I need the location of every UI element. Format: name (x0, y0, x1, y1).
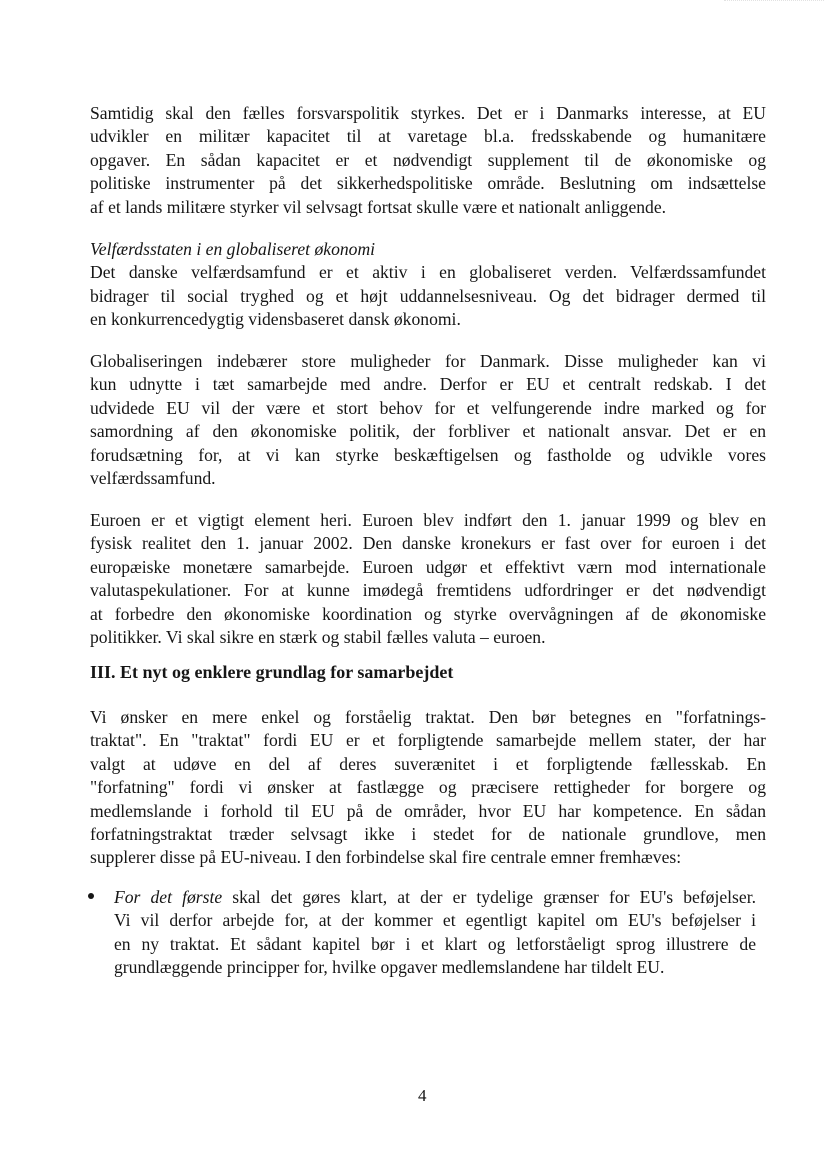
text-line: Euroen er et vigtigt element heri. Euroen blev indført den 1. januar 1999 og blev en (90, 510, 766, 530)
text-line: forudsætning for, at vi kan styrke beskæftigelsen og fastholde og udvikle vores (90, 444, 766, 465)
text-line: valutaspekulationer. For at kunne imødegå fremtidens udfordringer er det nødvendigt (90, 580, 766, 601)
text-line: grundlæggende principper for, hvilke opgaver medlemslandene har tildelt EU. (114, 957, 665, 978)
section-welfare-state (90, 238, 766, 332)
text-line: supplerer disse på EU-niveau. I den forbindelse skal fire centrale emner fremhæves: (90, 847, 682, 868)
text-line: Samtidig skal den fælles forsvarspolitik styrkes. Det er i Danmarks interesse, at EU (90, 103, 766, 123)
text-line: opgaver. En sådan kapacitet er et nødvendigt supplement til de økonomiske og (90, 149, 766, 170)
text-line: af et lands militære styrker vil selvsagt fortsat skulle være et nationalt anliggende. (90, 196, 667, 217)
text-line: europæiske monetære samarbejde. Euroen udgør et effektivt værn mod internationale (90, 556, 766, 577)
text-line: forfatningstraktat træder selvsagt ikke i stedet for de nationale grundlove, men (90, 824, 766, 845)
paragraph-defence-policy (90, 102, 766, 219)
text-line: Det danske velfærdsamfund er et aktiv i en globaliseret verden. Velfærdssamfundet (90, 262, 766, 283)
text-span: skal det gøres klart, at der er tydelige grænser for EU's beføjelser. (222, 887, 756, 907)
bullet-item-first (114, 886, 756, 980)
text-line: at forbedre den økonomiske koordination og styrke overvågningen af de økonomiske (90, 603, 766, 624)
bullet-icon (88, 893, 94, 899)
text-line: velfærdssamfund. (90, 468, 216, 489)
text-line: en konkurrencedygtig vidensbaseret dansk økonomi. (90, 309, 461, 330)
paragraph-globalisation (90, 350, 766, 490)
scan-artifact (724, 0, 824, 7)
paragraph-euro (90, 509, 766, 649)
text-line: "forfatning" fordi vi ønsker at fastlægge og præcisere rettigheder for borgere og (90, 777, 766, 798)
text-line: valgt at udøve en del af deres suverænitet i et forpligtende fællesskab. En (90, 753, 766, 774)
text-line: Vi vil derfor arbejde for, at der kommer et egentligt kapitel om EU's beføjelser i (114, 910, 756, 931)
text-line (114, 886, 756, 909)
text-line: bidrager til social tryghed og et højt uddannelsesniveau. Og det bidrager dermed til (90, 285, 766, 306)
section-heading: III. Et nyt og enklere grundlag for samarbejdet (90, 662, 454, 682)
text-line: udvidede EU vil der være et stort behov for et velfungerende indre marked og for (90, 397, 766, 418)
subheading: Velfærdsstaten i en globaliseret økonomi (90, 239, 376, 259)
text-line: fysisk realitet den 1. januar 2002. Den danske kronekurs er fast over for euroen i det (90, 533, 766, 554)
page-number: 4 (418, 1086, 427, 1105)
text-line: kun udnytte i tæt samarbejde med andre. Derfor er EU et centralt redskab. I det (90, 374, 766, 395)
emphasis-text: For det første (114, 887, 223, 907)
text-line: medlemslande i forhold til EU på de områder, hvor EU har kompetence. En sådan (90, 800, 766, 821)
paragraph-constitutional-treaty (90, 706, 766, 870)
text-line: politikker. Vi skal sikre en stærk og stabil fælles valuta – euroen. (90, 627, 546, 648)
text-line: Globaliseringen indebærer store muligheder for Danmark. Disse muligheder kan vi (90, 351, 766, 371)
text-line: traktat". En "traktat" fordi EU er et forpligtende samarbejde mellem stater, der har (90, 730, 766, 751)
text-line: Vi ønsker en mere enkel og forståelig traktat. Den bør betegnes en "forfatnings- (90, 707, 766, 727)
text-line: samordning af den økonomiske politik, der forbliver et nationalt ansvar. Det er en (90, 421, 766, 442)
text-line: en ny traktat. Et sådant kapitel bør i et klart og letforståeligt sprog illustrere de (114, 933, 756, 954)
text-line: udvikler en militær kapacitet til at varetage bl.a. fredsskabende og humanitære (90, 126, 766, 147)
text-line: politiske instrumenter på det sikkerhedspolitiske område. Beslutning om indsættelse (90, 173, 766, 194)
